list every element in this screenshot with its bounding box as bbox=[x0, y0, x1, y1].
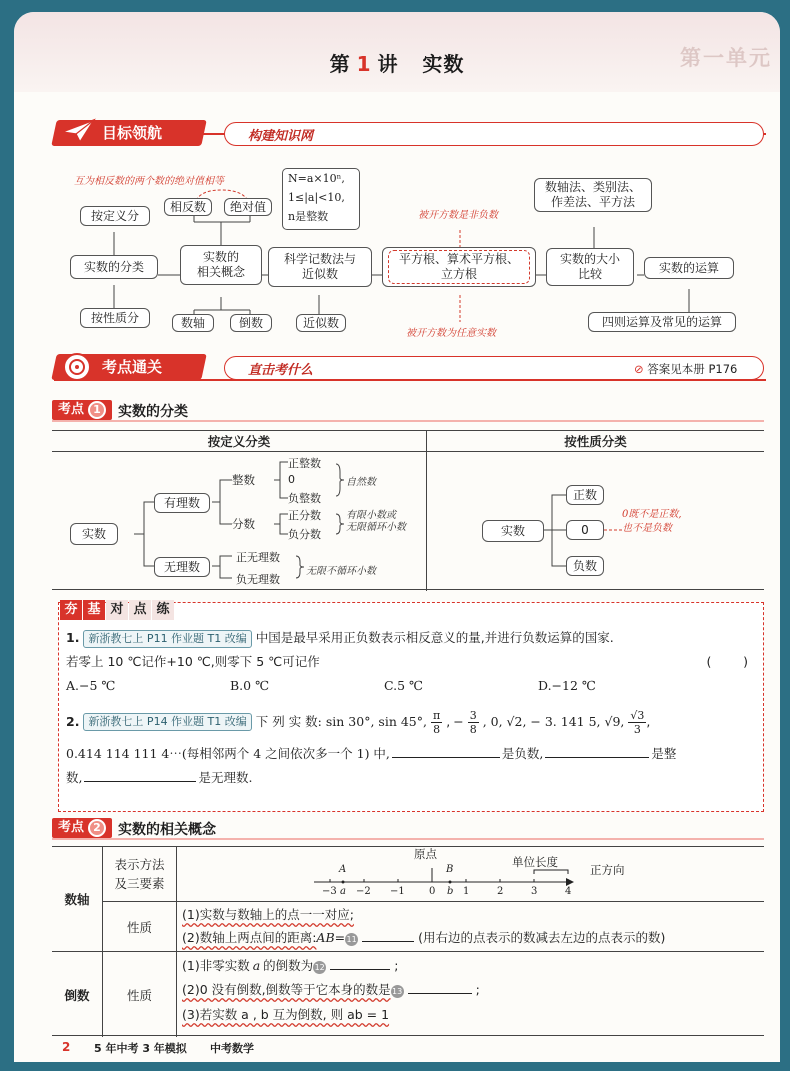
axis-prop-2-note: (用右边的点表示的数减去左边的点表示的数) bbox=[418, 930, 666, 945]
tick-3: 3 bbox=[531, 886, 538, 897]
q1-text: 中国是最早采用正负数表示相反意义的量,并进行负数运算的国家. bbox=[255, 630, 614, 645]
q1-option-a[interactable]: A.−5 ℃ bbox=[66, 678, 116, 693]
recip-1-var: a bbox=[252, 958, 261, 973]
node-sci-notation: 科学记数法与 近似数 bbox=[268, 247, 372, 287]
recip-blank-1[interactable] bbox=[330, 956, 390, 970]
practice-char-3: 对 bbox=[106, 600, 128, 620]
def-pos-frac: 正分数 bbox=[288, 509, 321, 522]
origin-label: 原点 bbox=[414, 847, 437, 861]
recip-prop-1: (1)非零实数 a 的倒数为 12 ; bbox=[182, 958, 399, 973]
page-number: 2 bbox=[62, 1040, 71, 1054]
q1-option-b[interactable]: B.0 ℃ bbox=[230, 678, 270, 693]
kd2-recip-prop-label: 性质 bbox=[126, 987, 152, 1003]
sci-note-line1: N=a×10ⁿ, bbox=[288, 172, 345, 185]
fraction-pi-8: π 8 bbox=[432, 708, 441, 736]
q2-line2-a: 0.414 114 111 4⋯(每相邻两个 4 之间依次多一个 1) 中, bbox=[66, 746, 390, 761]
sci-note-line2: 1≤|a|<10, bbox=[288, 191, 345, 204]
recip-prop-2: (2)0 没有倒数,倒数等于它本身的数是 13 ; bbox=[182, 982, 480, 997]
paper-plane-icon bbox=[58, 116, 98, 146]
page bbox=[14, 12, 780, 1062]
def-note-frac: 有限小数或 无限循环小数 bbox=[346, 510, 406, 533]
chapter-number: 1 bbox=[356, 52, 372, 76]
sci-note-line3: n是整数 bbox=[288, 210, 329, 223]
node-roots: 平方根、算术平方根、 立方根 bbox=[388, 250, 530, 284]
tick-2: 2 bbox=[497, 886, 504, 897]
tick-4: 4 bbox=[565, 886, 572, 897]
kd1-number: 1 bbox=[88, 401, 106, 419]
chapter-title: 实数 bbox=[422, 52, 465, 76]
axis-prop-2-formula: AB= bbox=[316, 930, 346, 945]
recip-2-text: (2)0 没有倒数,倒数等于它本身的数是 bbox=[182, 982, 391, 997]
q2-line2-b: 是负数, bbox=[501, 746, 544, 761]
section-goal-tab: 目标领航 bbox=[51, 120, 207, 146]
prop-pos: 正数 bbox=[566, 485, 604, 505]
practice-char-2: 基 bbox=[83, 600, 105, 620]
def-rational: 有理数 bbox=[154, 493, 210, 513]
ghost-unit-label: 第一单元 bbox=[680, 46, 772, 70]
tick-neg2: −2 bbox=[356, 886, 371, 897]
chapter-prefix: 第 bbox=[329, 52, 351, 76]
node-compare-methods: 数轴法、类别法、 作差法、平方法 bbox=[534, 178, 652, 212]
sci-notation-note bbox=[282, 168, 360, 230]
q2-number: 2. bbox=[66, 714, 80, 729]
recip-blank-2[interactable] bbox=[408, 980, 472, 994]
kd2-axis-prop-label: 性质 bbox=[126, 919, 152, 935]
prop-root: 实数 bbox=[482, 520, 544, 542]
kd1-col-prop: 按性质分类 bbox=[564, 434, 627, 449]
book-title: 5 年中考 3 年模拟 bbox=[94, 1042, 187, 1055]
recip-1-a: (1)非零实数 bbox=[182, 958, 250, 973]
q2-line3-b: 是无理数. bbox=[198, 770, 253, 785]
axis-distance-blank[interactable] bbox=[362, 928, 414, 942]
blank-marker-12: 12 bbox=[314, 963, 325, 972]
q2-blank-irrational[interactable] bbox=[84, 768, 196, 782]
node-approx: 近似数 bbox=[296, 314, 346, 332]
q1-text2: 若零上 10 ℃记作+10 ℃,则零下 5 ℃可记作 bbox=[66, 654, 320, 669]
practice-char-1: 夯 bbox=[60, 600, 82, 620]
kd2-row-recip: 倒数 bbox=[64, 987, 90, 1003]
point-b-value: b bbox=[447, 886, 454, 897]
node-abs-value: 绝对值 bbox=[224, 198, 272, 216]
def-zero: 0 bbox=[288, 473, 295, 486]
def-pos-int: 正整数 bbox=[288, 457, 321, 470]
def-neg-int: 负整数 bbox=[288, 492, 321, 505]
prop-zero: 0 bbox=[566, 520, 604, 540]
node-compare: 实数的大小 比较 bbox=[546, 248, 634, 286]
q1-option-c[interactable]: C.5 ℃ bbox=[384, 678, 424, 693]
tick-0: 0 bbox=[429, 886, 436, 897]
fraction-sqrt3-3: √3 3 bbox=[630, 708, 645, 736]
node-opposite: 相反数 bbox=[164, 198, 212, 216]
practice-char-4: 点 bbox=[129, 600, 151, 620]
node-prop-class: 按性质分 bbox=[80, 308, 150, 328]
def-root: 实数 bbox=[70, 523, 118, 545]
section-exam-tab: 考点通关 bbox=[51, 354, 207, 380]
subject-label: 中考数学 bbox=[210, 1042, 254, 1055]
note-radicand-nonneg: 被开方数是非负数 bbox=[418, 210, 498, 221]
def-fraction: 分数 bbox=[232, 517, 255, 531]
q1-source-badge: 新浙教七上 P11 作业题 T1 改编 bbox=[83, 630, 251, 648]
q2-lead: 下 列 实 数: sin 30°, sin 45°, bbox=[255, 714, 427, 729]
prop-note-zero: 0既不是正数, 也不是负数 bbox=[622, 509, 682, 534]
question-1 bbox=[66, 626, 760, 698]
blank-marker-11: 11 bbox=[346, 935, 357, 944]
node-real-class: 实数的分类 bbox=[70, 255, 158, 279]
def-pos-irr: 正无理数 bbox=[236, 551, 280, 564]
tick-neg1: −1 bbox=[390, 886, 405, 897]
kd1-underline bbox=[52, 420, 764, 422]
target-icon bbox=[60, 350, 94, 384]
def-note-natural: 自然数 bbox=[346, 477, 376, 488]
kd2-tag: 考点 2 bbox=[52, 818, 112, 838]
point-a-label: A bbox=[339, 864, 347, 875]
kd1-tag: 考点 1 bbox=[52, 400, 112, 420]
kd1-title: 实数的分类 bbox=[118, 404, 188, 420]
direction-label: 正方向 bbox=[590, 863, 625, 877]
point-b-label: B bbox=[446, 864, 454, 875]
page-title bbox=[14, 48, 780, 77]
tick-neg3: −3 bbox=[322, 886, 337, 897]
fraction-3-8: $\frac{3}{8}$ bbox=[469, 708, 477, 736]
kd2-repr-label: 表示方法 及三要素 bbox=[114, 857, 165, 891]
def-irrational: 无理数 bbox=[154, 557, 210, 577]
section-exam-subtitle: 直击考什么 bbox=[248, 363, 314, 378]
def-neg-frac: 负分数 bbox=[288, 528, 321, 541]
number-line bbox=[304, 846, 604, 900]
node-concept: 实数的 相关概念 bbox=[180, 245, 262, 285]
node-operation: 实数的运算 bbox=[644, 257, 734, 279]
section-goal-subtitle: 构建知识网 bbox=[248, 129, 314, 144]
point-a-value: a bbox=[340, 886, 346, 897]
kd2-title: 实数的相关概念 bbox=[118, 822, 216, 838]
q2-source-badge: 新浙教七上 P14 作业题 T1 改编 bbox=[83, 713, 251, 731]
chapter-suffix: 讲 bbox=[377, 52, 399, 76]
note-opposite-abs: 互为相反数的两个数的绝对值相等 bbox=[74, 176, 224, 187]
axis-prop-1: (1)实数与数轴上的点一一对应; bbox=[182, 907, 354, 922]
note-radicand-any: 被开方数为任意实数 bbox=[406, 328, 496, 339]
node-axis: 数轴 bbox=[172, 314, 214, 332]
kd1-col-def: 按定义分类 bbox=[207, 434, 271, 449]
q1-option-d[interactable]: D.−12 ℃ bbox=[538, 678, 596, 693]
def-note-irr: 无限不循环小数 bbox=[306, 566, 376, 577]
link-icon: ⊘ bbox=[634, 362, 644, 376]
q2-line2-c: 是整 bbox=[651, 746, 677, 761]
practice-title bbox=[60, 600, 174, 620]
kd2-number: 2 bbox=[88, 819, 106, 837]
tick-1: 1 bbox=[463, 886, 470, 897]
q2-blank-integer[interactable] bbox=[545, 744, 649, 758]
q2-blank-negative[interactable] bbox=[392, 744, 500, 758]
recip-1-c: 的倒数为 bbox=[263, 958, 314, 973]
kd2-underline bbox=[52, 838, 764, 840]
unit-length-label: 单位长度 bbox=[512, 855, 558, 869]
q1-number: 1. bbox=[66, 630, 80, 645]
axis-prop-2-text: (2)数轴上两点间的距离: bbox=[182, 930, 317, 945]
node-four-ops: 四则运算及常见的运算 bbox=[588, 312, 736, 332]
blank-marker-13: 13 bbox=[392, 987, 403, 996]
node-def-class: 按定义分 bbox=[80, 206, 150, 226]
prop-neg: 负数 bbox=[566, 556, 604, 576]
q2-list-tail: , 0, √2, − 3. 141 5, √9, bbox=[482, 714, 625, 729]
q2-line3-a: 数, bbox=[66, 770, 83, 785]
recip-prop-3: (3)若实数 a , b 互为倒数, 则 ab = 1 bbox=[182, 1007, 390, 1022]
def-neg-irr: 负无理数 bbox=[236, 573, 280, 586]
practice-char-5: 练 bbox=[152, 600, 174, 620]
q1-answer-paren[interactable]: ( ) bbox=[706, 654, 748, 669]
node-reciprocal: 倒数 bbox=[230, 314, 272, 332]
kd2-row-axis: 数轴 bbox=[64, 892, 90, 907]
def-integer: 整数 bbox=[232, 473, 255, 487]
question-2: 2. 新浙教七上 P14 作业题 T1 改编 下 列 实 数: sin 30°, sin 45°, π 8 , − $\frac{3}{8}$ , 0, √2, − 3. 141 5, √9, √3 3 , 0.414 114 111 4⋯(每相邻两个 4 之间依次多一个 1) 中, 是负数, 是整 数, 是无理数. bbox=[66, 702, 760, 790]
answer-reference bbox=[634, 361, 737, 377]
axis-prop-2 bbox=[182, 928, 665, 946]
answer-ref-text: 答案见本册 P176 bbox=[647, 362, 738, 376]
